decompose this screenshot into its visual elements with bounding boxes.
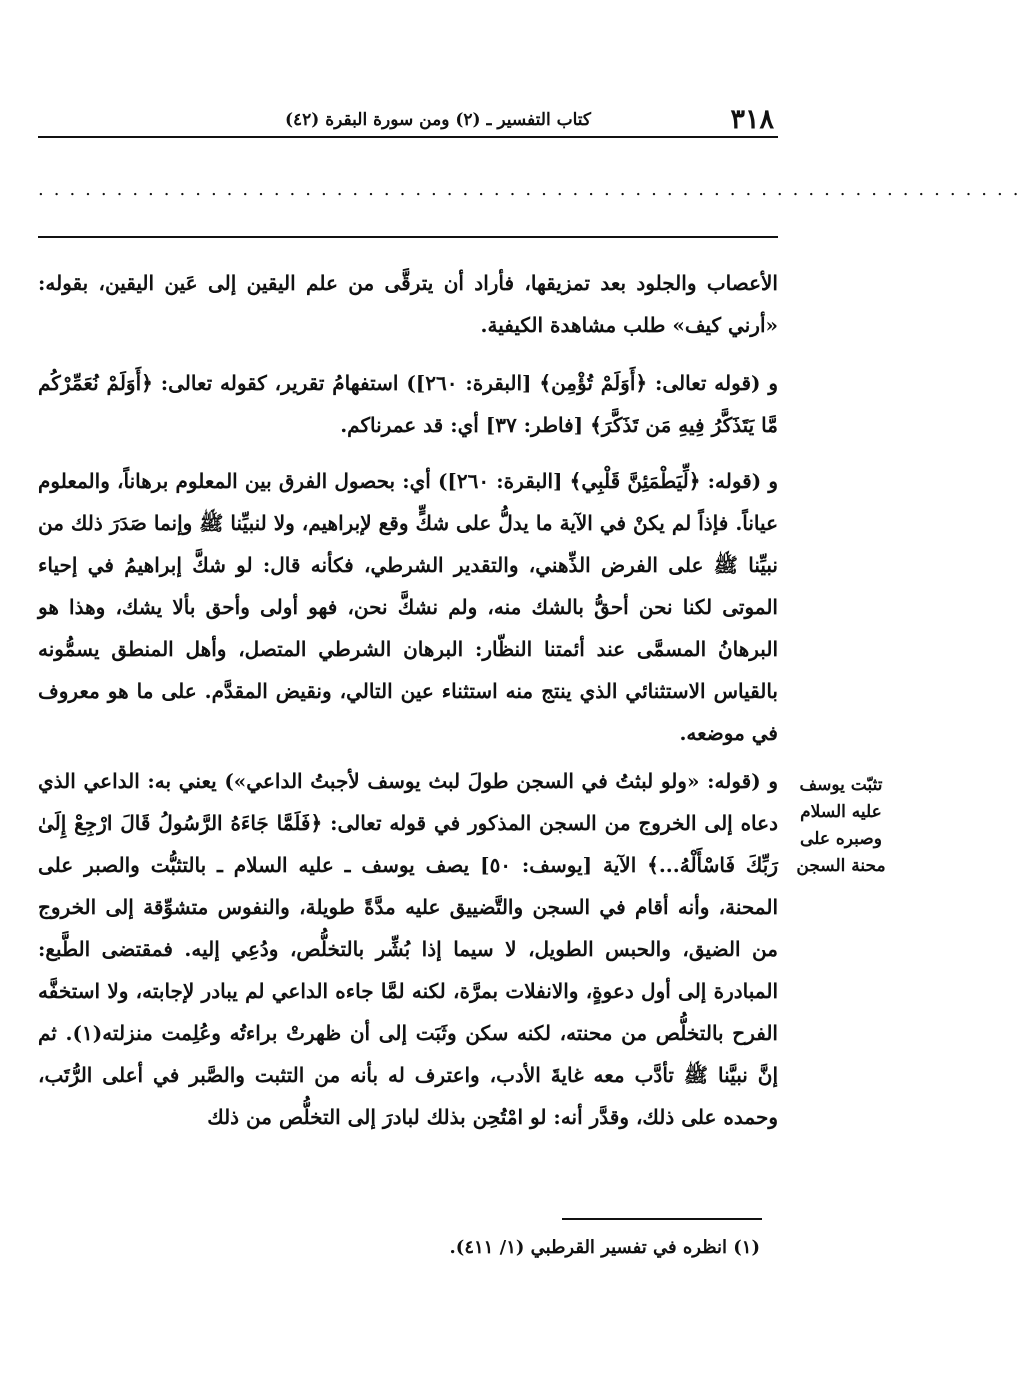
paragraph-1 (38, 262, 778, 346)
paragraph-text: الأعصاب والجلود بعد تمزيقها، فأراد أن يترقَّى من علم اليقين إلى عَين اليقين، بقوله: «أرني كيف» طلب مشاهدة الكيفية. (38, 271, 778, 337)
running-header (38, 104, 778, 138)
margin-note: تثبّت يوسف عليه السلام وصبره على محنة السجن (796, 775, 886, 876)
separator-rule (38, 236, 778, 238)
page-number: ٣١٨ (730, 104, 774, 135)
footnote-rule (562, 1218, 762, 1220)
paragraph-text: و (قوله تعالى: ﴿أَوَلَمْ تُؤْمِن﴾ [البقرة: ٢٦٠]) استفهامُ تقرير، كقوله تعالى: ﴿أَوَلَمْ نُعَمِّرْكُم مَّا يَتَذَكَّرُ فِيهِ مَن تَذَكَّرَ﴾ [فاطر: ٣٧] أي: قد عمرناكم. (38, 371, 778, 437)
chapter-title: (٤٢) كتاب التفسير ـ (٢) ومن سورة البقرة (284, 110, 592, 130)
paragraph-text: و (قوله: «ولو لبثتُ في السجن طولَ لبث يوسف لأجبتُ الداعي») يعني به: الداعي الذي دعاه إلى الخروج من السجن المذكور في قوله تعالى: ﴿فَلَمَّا جَاءَهُ الرَّسُولُ قَالَ ارْجِعْ إِلَىٰ رَبِّكَ فَاسْأَلْهُ...﴾ الآية [يوسف: ٥٠] يصف يوسف ـ عليه السلام ـ بالتثبُّت والصبر على المحنة، وأنه أقام في السجن والتَّضييق عليه مدَّةً طويلة، والنفوس متشوِّقة إلى الخروج من الضيق، والحبس الطويل، لا سيما إذا بُشِّر بالتخلُّص، ودُعِي إليه. فمقتضى الطَّبع: المبادرة إلى أول دعوةٍ، والانفلات بمرَّة، لكنه لمَّا جاءه الداعي لم يبادر لإجابته، ولا استخفَّه الفرح بالتخلُّص من محنته، لكنه سكن وثَبَت إلى أن ظهرتْ براءتُه وعُلِمت منزلته(١). ثم إنَّ نبيَّنا ﷺ تأدَّب معه غايةَ الأدب، واعترف له بأنه من التثبت والصَّبر في أعلى الرُّتَب، وحمده على ذلك، وقدَّر أنه: لو امْتُحِن بذلك لبادرَ إلى التخلُّص من ذلك (38, 769, 778, 1129)
paragraph-3 (38, 460, 778, 754)
footnote: (١) انظره في تفسير القرطبي (١/ ٤١١). (449, 1237, 760, 1258)
paragraph-2 (38, 362, 778, 446)
dotted-separator: ............................................................... (38, 179, 1028, 200)
paragraph-text: و (قوله: ﴿لِّيَطْمَئِنَّ قَلْبِي﴾ [البقرة: ٢٦٠]) أي: بحصول الفرق بين المعلوم برهاناً، والمعلوم عياناً. فإذاً لم يكنْ في الآية ما يدلُّ على شكٍّ وقع لإبراهيم، ولا لنبيِّنا ﷺ وإنما صَدَرَ ذلك من نبيِّنا ﷺ على الفرض الذِّهني، والتقدير الشرطي، فكأنه قال: لو شكَّ إبراهيمُ في إحياء الموتى لكنا نحن أحقُّ بالشك منه، ولم نشكَّ نحن، فهو أولى وأحق بألا يشك، وهذا هو البرهانُ المسمَّى عند أئمتنا النظّار: البرهان الشرطي المتصل، وأهل المنطق يسمُّونه بالقياس الاستثنائي الذي ينتج منه استثناء عين التالي، ونقيض المقدَّم. على ما هو معروف في موضعه. (38, 469, 779, 745)
paragraph-4 (38, 760, 778, 1138)
